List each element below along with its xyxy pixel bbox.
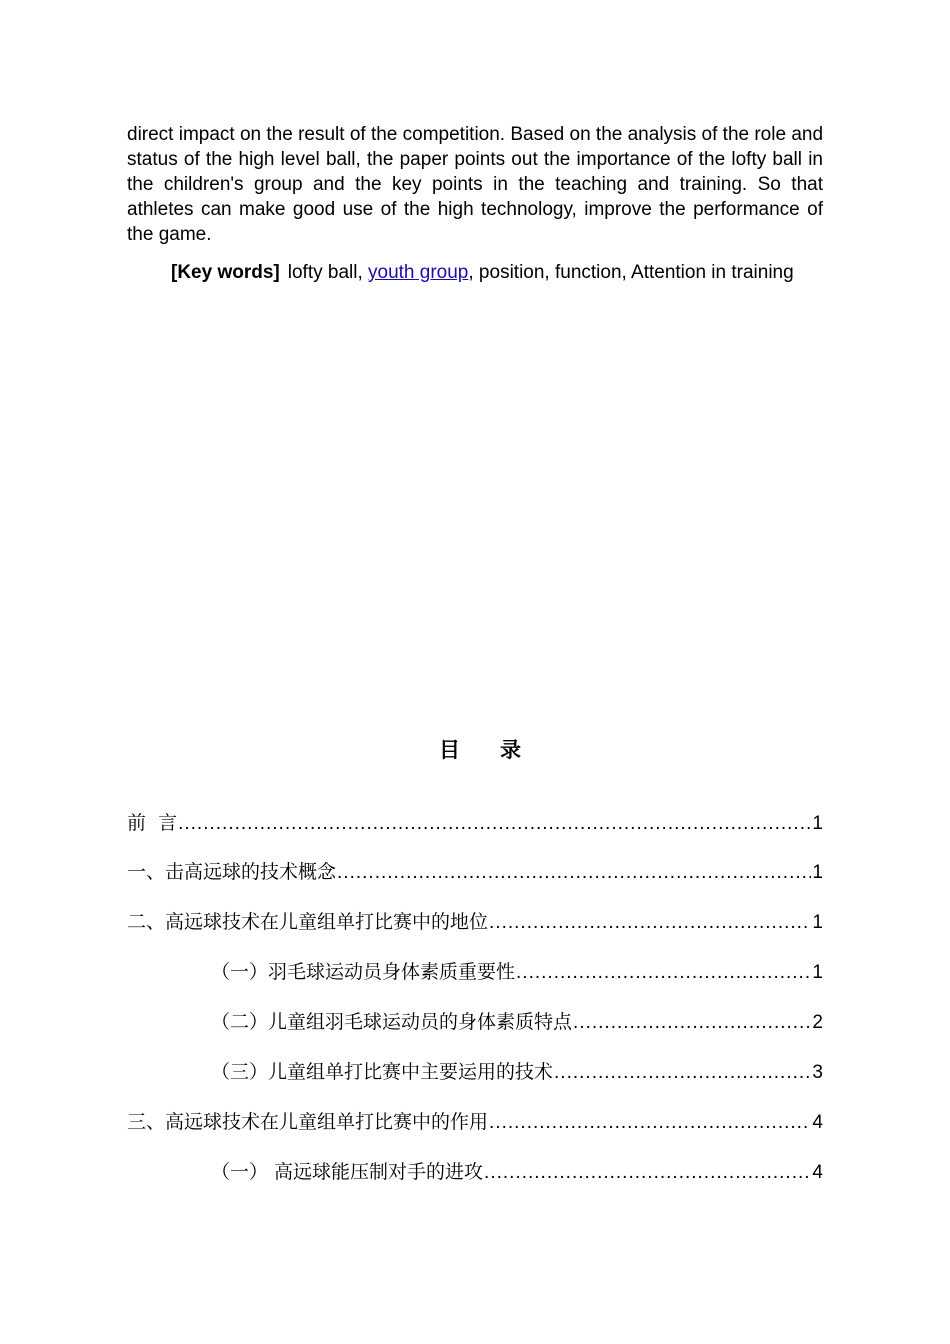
toc-entry-text: （二）儿童组羽毛球运动员的身体素质特点 <box>211 1011 573 1033</box>
toc-leader-dots <box>573 1012 811 1034</box>
toc-page-number: 2 <box>812 1012 823 1033</box>
toc-leader-dots <box>489 912 811 934</box>
toc-page-number: 1 <box>812 912 823 933</box>
toc-page-number: 3 <box>812 1062 823 1083</box>
toc-title: 目录 <box>439 738 561 762</box>
toc-leader-dots <box>337 862 811 884</box>
toc-entry[interactable] <box>211 1007 823 1035</box>
toc-entry-text: （一） 高远球能压制对手的进攻 <box>211 1161 484 1183</box>
toc-leader-dots <box>516 962 811 984</box>
toc-entry-text: 一、击高远球的技术概念 <box>127 861 337 883</box>
toc-entry-text: 三、高远球技术在儿童组单打比赛中的作用 <box>127 1111 489 1133</box>
toc-entry[interactable] <box>127 857 823 885</box>
toc-page-number: 1 <box>812 862 823 883</box>
toc-entry[interactable] <box>211 957 823 985</box>
toc-entry[interactable] <box>127 907 823 935</box>
toc-entry[interactable] <box>127 1107 823 1135</box>
toc-leader-dots <box>178 813 811 835</box>
toc-leader-dots <box>554 1062 811 1084</box>
toc-page-number: 1 <box>812 813 823 834</box>
toc-page-number: 4 <box>812 1162 823 1183</box>
keywords-line <box>171 260 823 285</box>
keywords-body <box>288 260 823 285</box>
abstract-paragraph: direct impact on the result of the competition. Based on the analysis of the role and status of the high level ball, the paper points out the importance of the lofty ball in the children's group and the key points in the teaching and training. So that athletes can make good use of the high technology, improve the performance of the game. <box>127 124 824 245</box>
youth-group-link[interactable]: youth group <box>368 262 469 283</box>
toc-entry-text: （一）羽毛球运动员身体素质重要性 <box>211 961 516 983</box>
keywords-label: [Key words] <box>171 262 280 283</box>
toc-entry[interactable] <box>211 1057 823 1085</box>
toc-page-number: 4 <box>812 1112 823 1133</box>
keywords-part1: lofty ball, <box>287 262 369 283</box>
toc-leader-dots <box>484 1162 811 1184</box>
toc-entry[interactable] <box>211 1157 823 1185</box>
toc-page-number: 1 <box>812 962 823 983</box>
toc-entry-text: （三）儿童组单打比赛中主要运用的技术 <box>211 1061 554 1083</box>
toc-entry[interactable] <box>127 808 823 836</box>
toc-entry-text: 二、高远球技术在儿童组单打比赛中的地位 <box>127 911 489 933</box>
toc-entry-text: 前 言 <box>127 812 178 834</box>
keywords-part2: , position, function, Attention in training <box>468 262 794 283</box>
toc-leader-dots <box>489 1112 811 1134</box>
